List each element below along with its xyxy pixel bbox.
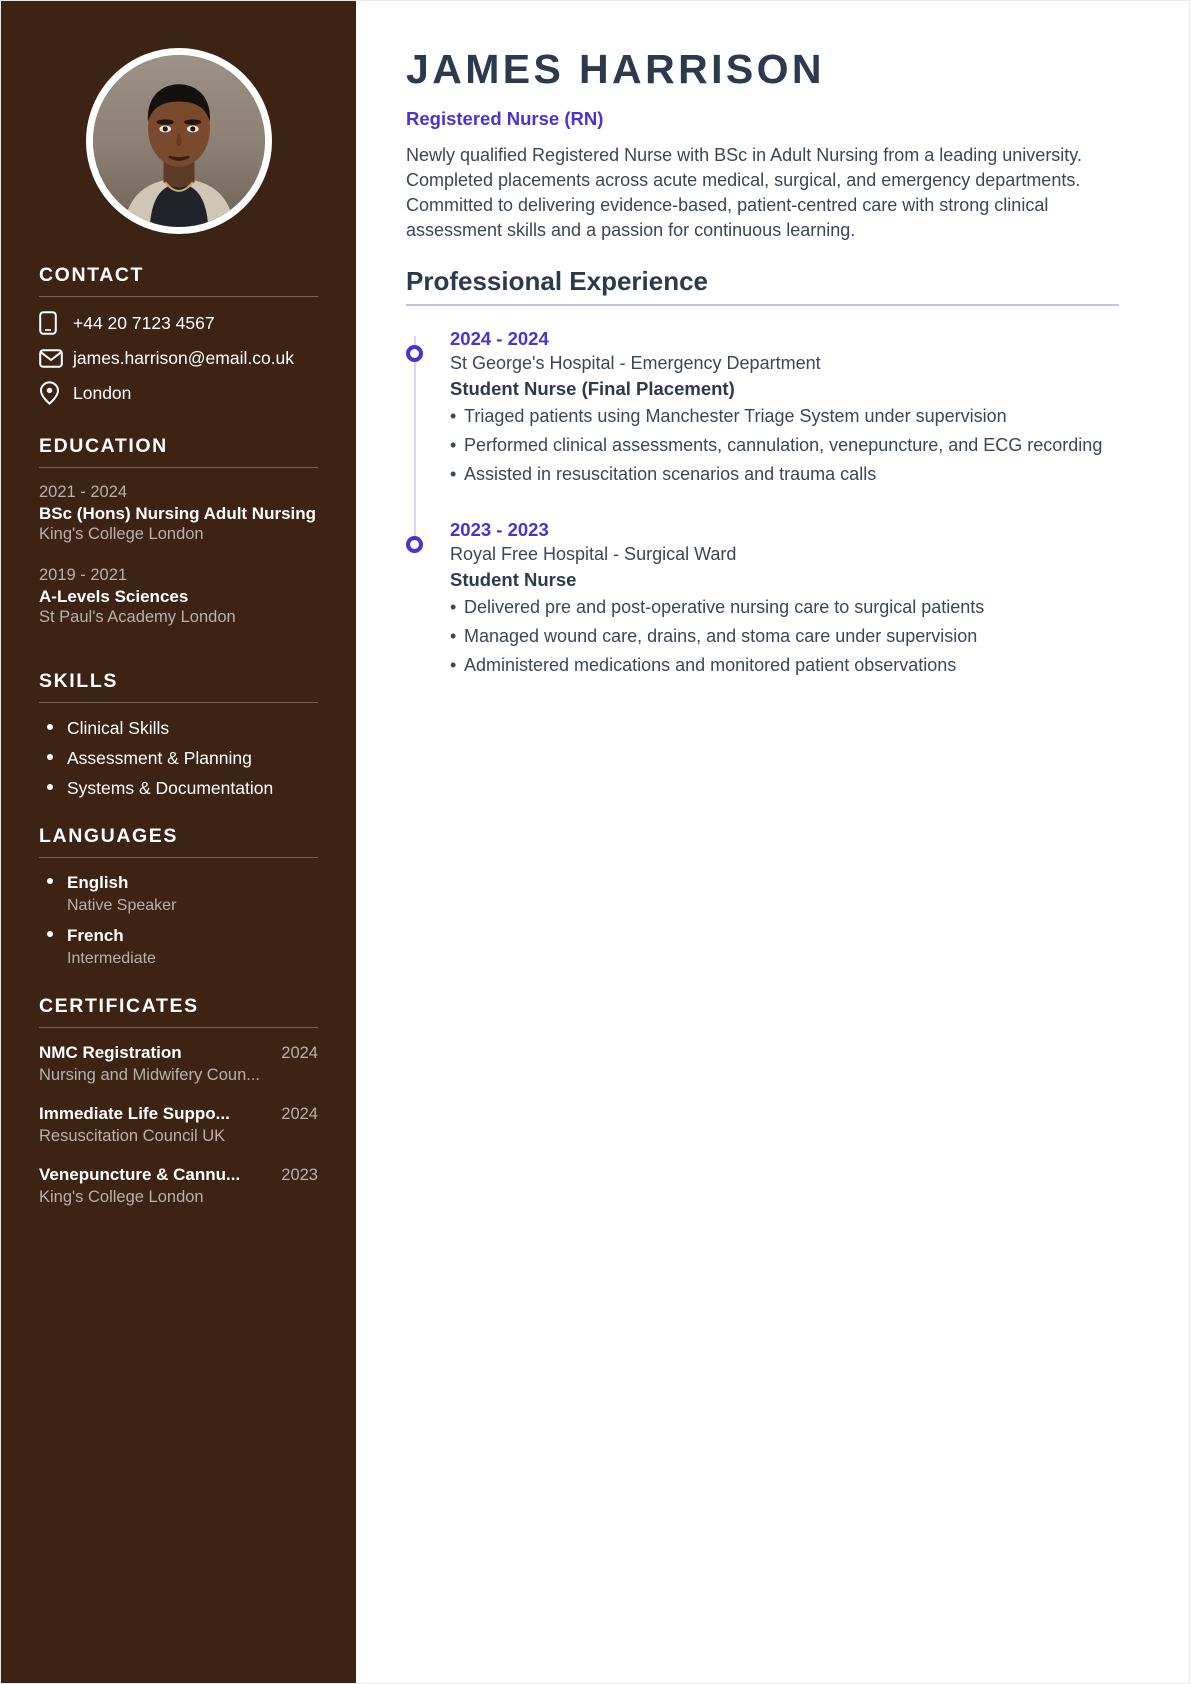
experience-bullet-text: Assisted in resuscitation scenarios and trauma calls — [464, 464, 877, 484]
skills-list — [39, 717, 318, 799]
skill-label: Systems & Documentation — [67, 778, 274, 798]
certificates-heading: CERTIFICATES — [39, 995, 199, 1017]
divider — [39, 857, 318, 858]
avatar — [86, 48, 272, 234]
bullet-dot-icon: • — [450, 597, 457, 617]
certificate-name: NMC Registration — [39, 1043, 182, 1062]
experience-bullet — [450, 404, 1119, 429]
bullet-dot-icon — [47, 724, 53, 730]
certificate-item — [39, 1164, 318, 1208]
skill-item — [39, 717, 318, 739]
education-degree: A-Levels Sciences — [39, 587, 189, 606]
skill-label: Assessment & Planning — [67, 748, 252, 768]
certificate-item — [39, 1103, 318, 1147]
sidebar — [1, 1, 356, 1684]
bullet-dot-icon: • — [450, 464, 457, 484]
main-content — [356, 1, 1190, 1684]
certificate-year: 2024 — [281, 1105, 318, 1123]
certificate-issuer: Resuscitation Council UK — [39, 1127, 226, 1145]
experience-bullet — [450, 595, 1119, 620]
skills-section — [39, 670, 318, 799]
certificate-year: 2023 — [281, 1166, 318, 1184]
divider — [39, 702, 318, 703]
experience-item — [450, 326, 1119, 487]
experience-company: St George's Hospital - Emergency Department — [450, 353, 821, 373]
certificate-issuer: Nursing and Midwifery Coun... — [39, 1066, 261, 1084]
bullet-dot-icon: • — [450, 406, 457, 426]
bullet-dot-icon: • — [450, 435, 457, 455]
bullet-dot-icon: • — [450, 626, 457, 646]
skills-heading: SKILLS — [39, 670, 118, 692]
language-level: Native Speaker — [67, 897, 177, 914]
timeline-marker-icon — [406, 536, 423, 553]
certificate-issuer: King's College London — [39, 1188, 204, 1206]
bullet-dot-icon — [47, 784, 53, 790]
email-value: james.harrison@email.co.uk — [73, 348, 295, 368]
experience-bullet — [450, 653, 1119, 678]
experience-bullet — [450, 462, 1119, 487]
education-item — [39, 565, 318, 628]
location-icon — [39, 381, 65, 405]
contact-section — [39, 264, 318, 405]
timeline-marker-icon — [406, 345, 423, 362]
language-item — [39, 872, 318, 916]
education-school: King's College London — [39, 525, 204, 543]
job-role-subtitle: Registered Nurse (RN) — [406, 108, 604, 129]
phone-icon — [39, 311, 65, 335]
experience-bullet-text: Delivered pre and post-operative nursing care to surgical patients — [464, 597, 985, 617]
experience-dates: 2023 - 2023 — [450, 519, 549, 540]
bullet-dot-icon — [47, 754, 53, 760]
skill-label: Clinical Skills — [67, 718, 170, 738]
certificate-name: Venepuncture & Cannu... — [39, 1165, 241, 1184]
divider — [39, 1027, 318, 1028]
contact-location[interactable] — [39, 381, 318, 405]
experience-heading: Professional Experience — [406, 266, 709, 296]
experience-title: Student Nurse — [450, 569, 577, 590]
languages-section — [39, 825, 318, 969]
page-title: JAMES HARRISON — [406, 46, 825, 92]
certificates-section — [39, 995, 318, 1208]
phone-value: +44 20 7123 4567 — [73, 313, 215, 333]
education-school: St Paul's Academy London — [39, 608, 236, 626]
education-item — [39, 482, 318, 545]
timeline-line — [414, 336, 416, 546]
bullet-dot-icon — [47, 878, 53, 884]
experience-bullet — [450, 624, 1119, 649]
certificate-item — [39, 1042, 318, 1086]
experience-bullets — [450, 595, 1119, 678]
skill-item — [39, 777, 318, 799]
experience-bullet — [450, 433, 1119, 458]
experience-timeline — [406, 326, 1119, 678]
contact-email[interactable] — [39, 346, 318, 370]
email-icon — [39, 346, 65, 370]
experience-bullets — [450, 404, 1119, 487]
certificate-year: 2024 — [281, 1044, 318, 1062]
contact-phone[interactable] — [39, 311, 318, 335]
location-value: London — [73, 383, 132, 403]
language-name: English — [67, 873, 129, 892]
experience-bullet-text: Managed wound care, drains, and stoma care under supervision — [464, 626, 978, 646]
divider — [39, 296, 318, 297]
education-heading: EDUCATION — [39, 435, 168, 457]
education-dates: 2021 - 2024 — [39, 483, 128, 501]
certificate-name: Immediate Life Suppo... — [39, 1104, 230, 1123]
experience-item — [450, 517, 1119, 678]
languages-heading: LANGUAGES — [39, 825, 178, 847]
contact-heading: CONTACT — [39, 264, 145, 286]
experience-dates: 2024 - 2024 — [450, 328, 549, 349]
education-dates: 2019 - 2021 — [39, 566, 128, 584]
bullet-dot-icon: • — [450, 655, 457, 675]
experience-bullet-text: Administered medications and monitored patient observations — [464, 655, 957, 675]
portrait-photo-icon — [93, 55, 265, 227]
language-item — [39, 925, 318, 969]
section-divider — [406, 304, 1119, 306]
experience-company: Royal Free Hospital - Surgical Ward — [450, 544, 737, 564]
avatar-wrapper — [39, 48, 318, 234]
language-name: French — [67, 926, 124, 945]
divider — [39, 467, 318, 468]
experience-title: Student Nurse (Final Placement) — [450, 378, 735, 399]
education-section — [39, 435, 318, 628]
bullet-dot-icon — [47, 931, 53, 937]
language-level: Intermediate — [67, 950, 156, 967]
experience-bullet-text: Triaged patients using Manchester Triage System under supervision — [464, 406, 1007, 426]
education-degree: BSc (Hons) Nursing Adult Nursing — [39, 504, 317, 523]
skill-item — [39, 747, 318, 769]
experience-bullet-text: Performed clinical assessments, cannulation, venepuncture, and ECG recording — [464, 435, 1103, 455]
professional-summary: Newly qualified Registered Nurse with BSc in Adult Nursing from a leading university. Completed placements across acute medical, surgical, and emergency departments. Committed to delivering evidence-based, patient-centred care with strong clinical assessment skills and a passion for continuous learning. — [406, 145, 1082, 240]
